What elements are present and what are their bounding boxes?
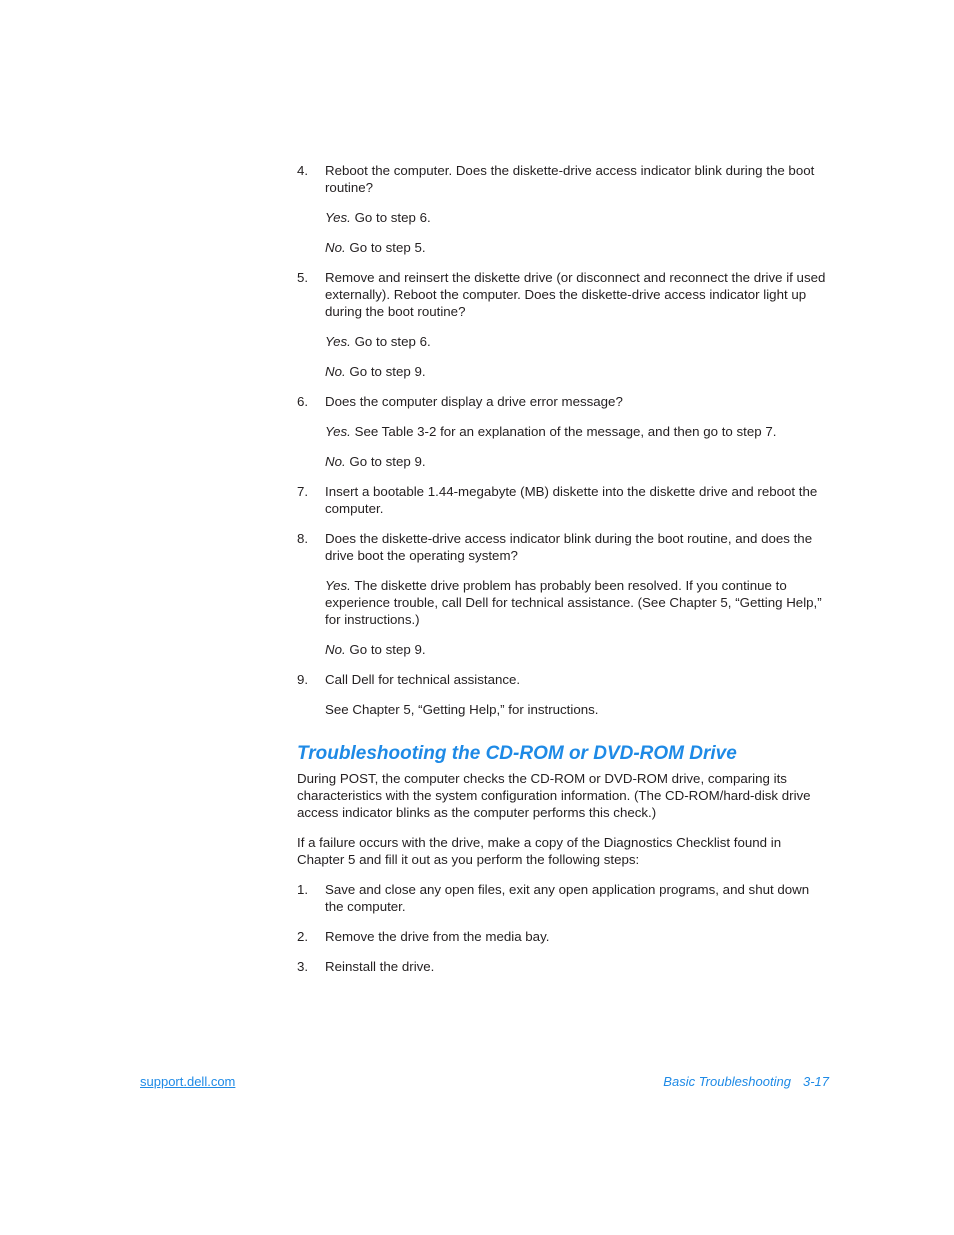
footer-section-title: Basic Troubleshooting <box>663 1074 791 1089</box>
step-5-yes <box>325 333 829 350</box>
step-5-no <box>325 363 829 380</box>
step-number: 9. <box>297 672 309 687</box>
step-8-no <box>325 641 829 658</box>
step-text: Remove and reinsert the diskette drive (or disconnect and reconnect the drive if used externally). Reboot the computer. Does the diskette-drive access indicator light up during the boot routine? <box>325 270 826 319</box>
step-1 <box>297 881 829 915</box>
step-5 <box>297 269 829 320</box>
step-9 <box>297 671 829 688</box>
step-3 <box>297 958 829 975</box>
answer-text: Go to step 9. <box>345 364 426 379</box>
step-6-yes <box>325 423 829 440</box>
answer-text: The diskette drive problem has probably been resolved. If you continue to experience trouble, call Dell for technical assistance. (See Chapter 5, “Getting Help,” for instructions.) <box>325 578 822 627</box>
step-text: Does the diskette-drive access indicator blink during the boot routine, and does the drive boot the operating system? <box>325 531 813 563</box>
answer-text: Go to step 5. <box>345 240 426 255</box>
step-number: 5. <box>297 270 309 285</box>
answer-label: No. <box>325 454 346 469</box>
step-number: 2. <box>297 929 309 944</box>
answer-label: Yes. <box>325 210 351 225</box>
answer-label: Yes. <box>325 578 351 593</box>
step-4 <box>297 162 829 196</box>
section-heading: Troubleshooting the CD-ROM or DVD-ROM Drive <box>297 743 737 764</box>
paragraph-post: During POST, the computer checks the CD-ROM or DVD-ROM drive, comparing its characteristics with the system configuration information. (The CD-ROM/hard-disk drive access indicator blinks as the computer performs this check.) <box>297 771 811 820</box>
step-7 <box>297 483 829 517</box>
answer-label: No. <box>325 240 346 255</box>
step-text: Insert a bootable 1.44-megabyte (MB) diskette into the diskette drive and reboot the computer. <box>325 484 818 516</box>
answer-text: Go to step 6. <box>350 334 431 349</box>
step-text: Reboot the computer. Does the diskette-drive access indicator blink during the boot routine? <box>325 163 815 195</box>
step-number: 4. <box>297 163 309 178</box>
step-8 <box>297 530 829 564</box>
step-2 <box>297 928 829 945</box>
step-number: 7. <box>297 484 309 499</box>
step-list-diskette <box>297 162 829 718</box>
step-8-yes <box>325 577 829 628</box>
step-number: 6. <box>297 394 309 409</box>
step-6 <box>297 393 829 410</box>
step-4-yes <box>325 209 829 226</box>
step-text: Remove the drive from the media bay. <box>325 929 550 944</box>
page-number: 3-17 <box>802 1074 829 1089</box>
step-text: Call Dell for technical assistance. <box>325 672 521 687</box>
step-number: 3. <box>297 959 309 974</box>
step-text: Does the computer display a drive error message? <box>325 394 623 409</box>
answer-label: Yes. <box>325 334 351 349</box>
step-number: 1. <box>297 882 309 897</box>
answer-label: No. <box>325 364 346 379</box>
step-text: Save and close any open files, exit any open application programs, and shut down the computer. <box>325 882 810 914</box>
step-9-note <box>325 701 829 718</box>
answer-text: Go to step 6. <box>350 210 431 225</box>
step-6-no <box>325 453 829 470</box>
support-link[interactable]: support.dell.com <box>140 1074 236 1089</box>
note-text: See Chapter 5, “Getting Help,” for instructions. <box>325 702 599 717</box>
step-4-no <box>325 239 829 256</box>
step-number: 8. <box>297 531 309 546</box>
answer-label: No. <box>325 642 346 657</box>
page-footer <box>663 1074 829 1090</box>
paragraph-failure: If a failure occurs with the drive, make a copy of the Diagnostics Checklist found in Chapter 5 and fill it out as you perform the following steps: <box>297 835 782 867</box>
step-list-cdrom <box>297 881 829 975</box>
step-text: Reinstall the drive. <box>325 959 435 974</box>
page-content <box>297 162 829 988</box>
answer-text: See Table 3-2 for an explanation of the message, and then go to step 7. <box>350 424 777 439</box>
answer-text: Go to step 9. <box>345 454 426 469</box>
answer-label: Yes. <box>325 424 351 439</box>
answer-text: Go to step 9. <box>345 642 426 657</box>
